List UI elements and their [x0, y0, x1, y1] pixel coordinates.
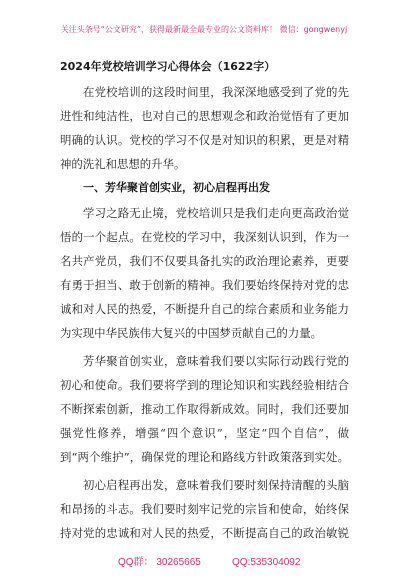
footer-qq: QQ:535304092	[232, 557, 301, 568]
paragraph-line: 明确的认识。党校的学习不仅是对知识的积累，更是对精	[60, 133, 349, 147]
footer-qq-group: QQ群： 30265665	[118, 557, 201, 568]
paragraph-line: 初心和使命。我们要将学到的理论知识和实践经验相结合	[60, 378, 349, 392]
paragraph-line: 强党性修养，增强“四个意识”，坚定“四个自信”，做	[60, 426, 349, 440]
paragraph	[60, 473, 349, 545]
paragraph-line: 和昂扬的斗志。我们要时刻牢记党的宗旨和使命，始终保	[60, 502, 349, 516]
paragraph-line: 学习之路无止境，党校培训只是我们走向更高政治觉	[83, 206, 349, 220]
paragraph-line: 芳华聚首创实业，意味着我们要以实际行动践行党的	[83, 354, 349, 368]
paragraph-line: 悟的一个起点。在党校的学习中，我深刻认识到，作为一	[60, 230, 349, 244]
paragraph-line: 到“两个维护”，确保党的理论和路线方针政策落到实处。	[60, 450, 349, 464]
document-body	[60, 55, 349, 545]
paragraph-line: 名共产党员，我们不仅要具备扎实的政治理论素养，更要	[60, 254, 349, 268]
paragraph-line: 诚和对人民的热爱，不断提升自己的综合素质和业务能力	[60, 302, 349, 316]
paragraph-line: 为实现中华民族伟大复兴的中国梦贡献自己的力量。	[60, 326, 322, 340]
paragraph-line: 不断探索创新，推动工作取得新成效。同时，我们还要加	[60, 402, 349, 416]
paragraph-line: 持对党的忠诚和对人民的热爱，不断提高自己的政治敏锐	[60, 526, 349, 540]
page-footer	[0, 557, 408, 569]
intro-paragraph	[60, 80, 349, 176]
page-header-notice: 关注头条号“公文研究”，获得最新最全最专业的公文资料库！ 微信：gongwenyj	[60, 25, 348, 34]
paragraph-line: 有勇于担当、敢于创新的精神。我们要始终保持对党的忠	[60, 278, 349, 292]
paragraph-line: 初心启程再出发，意味着我们要时刻保持清醒的头脑	[83, 478, 349, 492]
paragraph-line: 在党校培训的这段时间里，我深深地感受到了党的先	[83, 85, 349, 99]
document-title: 2024年党校培训学习心得体会（1622字）	[60, 60, 276, 73]
paragraph	[60, 201, 349, 345]
paragraph-line: 神的洗礼和思想的升华。	[60, 157, 186, 171]
paragraph	[60, 349, 349, 469]
paragraph-line: 进性和纯洁性，也对自己的思想观念和政治觉悟有了更加	[60, 109, 349, 123]
section-heading: 一、芳华聚首创实业，初心启程再出发	[83, 181, 270, 194]
